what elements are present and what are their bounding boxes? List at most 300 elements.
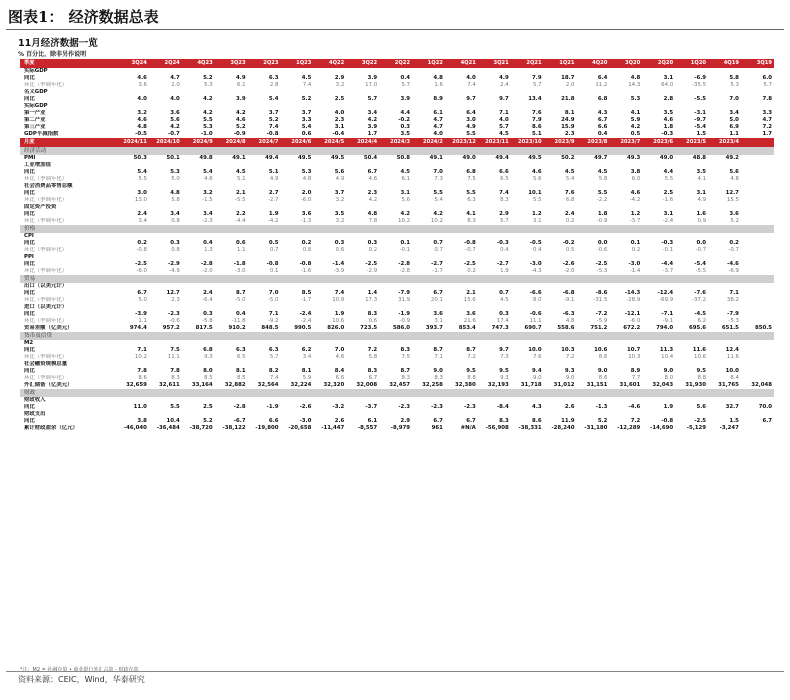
table-cell: 3.4 xyxy=(203,211,213,217)
table-cell: -2.4 xyxy=(299,311,312,317)
table-cell xyxy=(182,340,215,347)
table-cell: -3.7 xyxy=(365,404,378,410)
table-cell: -0.5 xyxy=(135,131,147,137)
table-cell: 5.1 xyxy=(237,176,246,182)
table-cell: 4.2 xyxy=(367,117,378,123)
row-label: 第三产业 xyxy=(24,124,46,130)
table-cell: 1.2 xyxy=(630,211,641,217)
table-cell: 0.1 xyxy=(630,240,641,246)
table-cell: 4.6 xyxy=(335,354,345,360)
table-cell: -2.0 xyxy=(563,268,575,274)
table-cell: 3.9 xyxy=(236,96,246,102)
table-cell: 5.7 xyxy=(500,218,509,224)
table-cell: 3.1 xyxy=(434,318,443,324)
table-cell: 5.8 xyxy=(368,354,378,360)
section-row xyxy=(20,275,774,283)
table-cell: 8.2 xyxy=(268,368,279,374)
table-cell: -35.5 xyxy=(692,82,707,88)
group-label: 实际GDP xyxy=(24,68,48,74)
table-cell: 70.0 xyxy=(758,404,772,410)
table-cell: 3.7 xyxy=(268,110,279,116)
table-cell: 3.3 xyxy=(762,110,772,116)
table-cell: -2.5 xyxy=(595,261,608,267)
data-row xyxy=(20,176,774,183)
table-cell: -2.3 xyxy=(202,218,213,224)
table-cell: 7.5 xyxy=(467,176,476,182)
header-cell: 1Q22 xyxy=(412,59,445,68)
table-cell xyxy=(741,261,774,268)
table-cell: 5.3 xyxy=(301,169,312,175)
table-cell xyxy=(741,425,774,432)
table-cell: 15.5 xyxy=(726,197,739,203)
table-cell: -5.0 xyxy=(235,297,246,303)
table-cell: 3.1 xyxy=(696,190,707,196)
table-cell: -1.8 xyxy=(233,261,246,267)
table-cell: 3.2 xyxy=(203,190,213,196)
table-cell: 32,659 xyxy=(126,382,147,388)
table-cell: 5.5 xyxy=(170,404,180,410)
table-cell xyxy=(741,247,774,254)
table-cell: 3.4 xyxy=(367,110,378,116)
table-cell: 1.2 xyxy=(532,211,542,217)
header-row xyxy=(20,138,774,147)
table-cell: 4.2 xyxy=(400,211,411,217)
table-cell: 4.7 xyxy=(433,124,443,130)
group-label: 社会消费品零售总额 xyxy=(24,183,73,189)
table-cell: -2.8 xyxy=(233,404,246,410)
table-cell: -2.5 xyxy=(464,261,476,267)
table-cell xyxy=(576,254,609,261)
row-label: 环比（季调年化） xyxy=(24,247,68,253)
table-cell: 8.5 xyxy=(301,290,312,296)
table-cell: 4.6 xyxy=(204,176,213,182)
table-cell: 5.8 xyxy=(171,197,180,203)
table-cell: 8.3 xyxy=(500,197,509,203)
table-cell: -31.5 xyxy=(593,297,608,303)
table-cell: -3.9 xyxy=(333,268,345,274)
table-cell: 3.2 xyxy=(335,82,345,88)
table-cell: 3.6 xyxy=(170,110,180,116)
table-cell: 31,601 xyxy=(619,382,641,388)
table-cell xyxy=(215,254,248,261)
table-cell: -2.5 xyxy=(135,261,147,267)
section-label: 财政 xyxy=(20,389,774,397)
table-cell: 910.2 xyxy=(228,325,246,331)
table-cell: -5.3 xyxy=(728,318,739,324)
table-cell: 4.5 xyxy=(301,75,312,81)
data-row xyxy=(20,318,774,325)
table-cell: 10.1 xyxy=(528,190,542,196)
table-cell: 6.7 xyxy=(367,169,378,175)
table-cell: 48.8 xyxy=(692,155,707,161)
table-cell: 6.2 xyxy=(697,318,707,324)
table-cell: 10.2 xyxy=(430,218,443,224)
table-cell: -6.3 xyxy=(562,311,575,317)
table-cell: 49.4 xyxy=(495,155,509,161)
table-cell: 0.3 xyxy=(334,240,345,246)
table-cell xyxy=(346,233,379,240)
table-cell: 794.0 xyxy=(656,325,674,331)
table-cell xyxy=(741,211,774,218)
table-cell: 8.0 xyxy=(203,368,213,374)
table-cell: -3.9 xyxy=(135,311,147,317)
header-cell: 2023/5 xyxy=(675,138,708,147)
header-cell: 3Q23 xyxy=(215,59,248,68)
table-cell: 3.9 xyxy=(367,124,378,130)
table-cell: 8.7 xyxy=(433,347,443,353)
table-cell: -5.0 xyxy=(267,297,279,303)
table-cell: -4.9 xyxy=(169,268,180,274)
table-cell xyxy=(642,340,675,347)
table-cell: 4.9 xyxy=(466,124,476,130)
table-cell: 8.7 xyxy=(236,290,246,296)
table-cell: 0.4 xyxy=(236,311,246,317)
table-cell: 1.8 xyxy=(597,211,608,217)
table-cell: 3.8 xyxy=(630,169,641,175)
data-row xyxy=(20,117,774,124)
table-cell: -0.8 xyxy=(136,247,147,253)
table-cell: 4.5 xyxy=(400,169,411,175)
group-row xyxy=(20,204,774,211)
row-label: 环比（季调年化） xyxy=(24,176,68,182)
table-cell: 7.3 xyxy=(434,176,443,182)
table-cell: 7.2 xyxy=(467,354,476,360)
table-cell: 2.5 xyxy=(663,190,674,196)
table-cell: 4.3 xyxy=(532,404,542,410)
table-cell: -2.8 xyxy=(200,261,213,267)
table-cell: -2.8 xyxy=(399,268,411,274)
table-cell: -0.3 xyxy=(661,131,674,137)
table-cell: -2.9 xyxy=(168,261,180,267)
table-cell: 2.5 xyxy=(334,96,345,102)
table-cell: 9.3 xyxy=(500,375,509,381)
table-cell: -2.6 xyxy=(562,261,575,267)
table-cell: 2.3 xyxy=(171,297,180,303)
table-cell: 50.2 xyxy=(561,155,575,161)
table-cell: -4.6 xyxy=(727,261,739,267)
table-cell: 7.8 xyxy=(170,368,180,374)
table-cell: 7.0 xyxy=(433,169,443,175)
source-note: 资料来源：CEIC，Wind，华泰研究 xyxy=(18,675,145,684)
table-cell: 826.0 xyxy=(327,325,345,331)
table-cell: 6.7 xyxy=(433,418,443,424)
table-cell: 10.6 xyxy=(332,318,345,324)
table-cell: 5.3 xyxy=(630,96,641,102)
table-cell: 11.3 xyxy=(659,347,674,353)
table-cell: 6.3 xyxy=(268,347,279,353)
table-cell: -38,122 xyxy=(222,425,246,431)
table-cell: 5.7 xyxy=(401,82,411,88)
table-cell: 49.0 xyxy=(659,155,674,161)
table-cell: 32,224 xyxy=(290,382,312,388)
table-cell: 6.5 xyxy=(500,176,509,182)
table-cell: -2.3 xyxy=(398,404,411,410)
table-cell: -0.7 xyxy=(465,247,476,253)
table-cell: 7.1 xyxy=(434,354,443,360)
group-row xyxy=(20,397,774,404)
table-cell: 8.1 xyxy=(301,368,312,374)
table-cell xyxy=(741,318,774,325)
data-row xyxy=(20,354,774,361)
table-cell: 0.4 xyxy=(597,131,608,137)
header-cell: 2023/8 xyxy=(576,138,609,147)
table-cell: 32,193 xyxy=(487,382,509,388)
table-cell: 8.7 xyxy=(400,368,411,374)
table-cell: 651.5 xyxy=(721,325,739,331)
table-cell: 9.0 xyxy=(597,368,608,374)
table-cell: 5.4 xyxy=(301,124,312,130)
header-cell: 2024/7 xyxy=(248,138,281,147)
table-cell: 0.7 xyxy=(433,240,443,246)
group-row xyxy=(20,183,774,190)
data-row xyxy=(20,131,774,138)
table-cell: 49.5 xyxy=(528,155,542,161)
table-cell: 5.0 xyxy=(171,176,180,182)
table-cell: 5.4 xyxy=(203,169,213,175)
table-cell: -6.4 xyxy=(202,297,213,303)
group-label: 进口（以美元计） xyxy=(24,304,68,310)
table-cell: 4.8 xyxy=(730,176,739,182)
table-cell: -1.6 xyxy=(662,197,674,203)
table-cell: 4.5 xyxy=(597,169,608,175)
table-cell xyxy=(478,340,511,347)
table-cell: 2.3 xyxy=(367,190,378,196)
row-label: 同比 xyxy=(24,96,35,102)
table-cell: 6.6 xyxy=(268,418,279,424)
table-cell: 5.7 xyxy=(367,96,378,102)
table-cell: 6.4 xyxy=(597,75,608,81)
table-cell: 6.6 xyxy=(335,375,345,381)
row-label: 同比 xyxy=(24,347,35,353)
table-cell: -5.5 xyxy=(695,268,707,274)
table-cell: 7.9 xyxy=(532,75,542,81)
table-cell: 1.5 xyxy=(696,131,707,137)
table-cell xyxy=(544,233,577,240)
table-cell: -8.6 xyxy=(595,290,608,296)
table-cell: 5.7 xyxy=(499,124,509,130)
header-cell: 3Q22 xyxy=(346,59,379,68)
table-cell: 8.6 xyxy=(598,354,608,360)
table-cell: -3.7 xyxy=(662,268,674,274)
table-cell: -9.7 xyxy=(694,117,707,123)
table-cell: 7.0 xyxy=(729,96,739,102)
table-cell: 6.8 xyxy=(203,347,213,353)
data-row xyxy=(20,218,774,225)
table-cell: 2.0 xyxy=(171,82,180,88)
table-cell: 2.7 xyxy=(268,190,279,196)
table-cell: 957.2 xyxy=(162,325,180,331)
table-cell: 0.2 xyxy=(467,268,476,274)
table-cell: -2.9 xyxy=(366,268,378,274)
table-cell xyxy=(741,268,774,275)
table-cell: 7.1 xyxy=(137,347,147,353)
table-cell: 1.7 xyxy=(762,131,772,137)
table-cell: 0.7 xyxy=(499,290,509,296)
table-cell xyxy=(741,218,774,225)
header-cell: 2024/4 xyxy=(346,138,379,147)
table-cell: 21.8 xyxy=(561,96,575,102)
table-cell: -0.9 xyxy=(399,318,411,324)
table-cell: 8.3 xyxy=(499,418,509,424)
table-cell: 5.9 xyxy=(630,117,641,123)
table-cell: 2.1 xyxy=(466,290,476,296)
table-cell: 6.3 xyxy=(236,347,246,353)
table-cell: 3.2 xyxy=(335,218,345,224)
table-cell: 49.8 xyxy=(199,155,213,161)
table-cell: -4.5 xyxy=(694,311,707,317)
table-cell: 4.6 xyxy=(137,117,147,123)
table-cell: 2.4 xyxy=(564,211,575,217)
table-cell: 11.1 xyxy=(167,354,180,360)
table-cell: 0.3 xyxy=(499,311,509,317)
table-cell: -3,247 xyxy=(719,425,739,431)
data-row xyxy=(20,190,774,197)
data-row xyxy=(20,96,774,103)
table-cell: -0.7 xyxy=(168,131,180,137)
table-cell: 4.1 xyxy=(697,176,707,182)
table-cell: 8.9 xyxy=(630,368,641,374)
table-cell: 8.7 xyxy=(466,347,476,353)
table-cell: 8.8 xyxy=(697,375,707,381)
table-cell xyxy=(741,233,774,240)
table-cell: 64.0 xyxy=(661,82,674,88)
table-cell: 3.6 xyxy=(301,211,312,217)
table-cell: 0.5 xyxy=(268,240,279,246)
table-cell xyxy=(708,340,741,347)
data-row xyxy=(20,124,774,131)
data-row xyxy=(20,368,774,375)
table-cell: 10.6 xyxy=(594,347,608,353)
table-cell: 8.3 xyxy=(400,347,411,353)
header-cell: 3Q19 xyxy=(741,59,774,68)
table-cell: -69.9 xyxy=(659,297,674,303)
table-cell: 2.8 xyxy=(663,96,674,102)
table-cell xyxy=(215,233,248,240)
table-cell: 6.1 xyxy=(401,176,411,182)
table-cell: 32,008 xyxy=(356,382,378,388)
table-cell: 0.2 xyxy=(137,240,147,246)
table-cell: 0.3 xyxy=(367,240,378,246)
table-cell xyxy=(313,340,346,347)
table-cell: 2.4 xyxy=(137,211,147,217)
table-cell: -12.1 xyxy=(624,311,641,317)
table-cell: -5.4 xyxy=(694,261,707,267)
table-cell: 5.2 xyxy=(236,124,246,130)
table-cell xyxy=(149,254,182,261)
table-cell: 7.6 xyxy=(564,190,575,196)
table-cell: 9.0 xyxy=(533,375,542,381)
row-label: 环比（季调年化） xyxy=(24,375,68,381)
table-cell: 50.3 xyxy=(133,155,147,161)
table-cell: 7.4 xyxy=(268,124,279,130)
table-cell: 9.7 xyxy=(499,347,509,353)
table-cell: 3.7 xyxy=(334,190,345,196)
data-row xyxy=(20,404,774,411)
table-cell: 6.1 xyxy=(367,418,378,424)
table-cell: -12,289 xyxy=(617,425,641,431)
table-cell: -0.8 xyxy=(266,261,279,267)
table-cell: 10.4 xyxy=(661,354,674,360)
row-label: 同比 xyxy=(24,404,35,410)
table-cell: -2.5 xyxy=(694,418,707,424)
table-cell: 6.4 xyxy=(466,110,476,116)
table-cell: 7.5 xyxy=(170,347,180,353)
table-cell: 3.2 xyxy=(137,110,147,116)
table-cell: 5.5 xyxy=(433,190,443,196)
table-cell: 0.6 xyxy=(301,131,312,137)
table-cell: 49.5 xyxy=(330,155,345,161)
table-cell: 10.3 xyxy=(628,354,641,360)
table-cell: 5.8 xyxy=(729,75,739,81)
table-cell: 7.4 xyxy=(467,82,476,88)
table-cell: 20.1 xyxy=(430,297,443,303)
table-cell: 2.5 xyxy=(203,404,213,410)
group-label: 出口（以美元计） xyxy=(24,283,68,289)
table-cell: 4.8 xyxy=(137,124,147,130)
table-cell: 7.7 xyxy=(631,375,641,381)
table-cell: 6.6 xyxy=(597,124,608,130)
data-row xyxy=(20,382,774,389)
table-cell: 11.0 xyxy=(133,404,147,410)
header-cell: 2023/11 xyxy=(478,138,511,147)
table-cell: 6.8 xyxy=(565,197,575,203)
table-cell: 4.4 xyxy=(663,169,674,175)
table-cell: 0.6 xyxy=(236,240,246,246)
table-cell: 8.6 xyxy=(598,375,608,381)
table-cell: 31,718 xyxy=(520,382,542,388)
table-cell: -0.3 xyxy=(496,240,509,246)
table-cell: 4.8 xyxy=(565,318,575,324)
table-cell: 3.4 xyxy=(138,218,147,224)
table-cell: 1.6 xyxy=(696,211,707,217)
table-cell: 4.5 xyxy=(564,169,575,175)
header-cell xyxy=(741,138,774,147)
table-cell: 4.9 xyxy=(499,75,509,81)
table-cell: 0.5 xyxy=(565,247,575,253)
table-cell: -38,331 xyxy=(518,425,542,431)
row-label: 同比 xyxy=(24,290,35,296)
table-cell xyxy=(280,340,313,347)
table-cell: 50.4 xyxy=(363,155,378,161)
table-cell: 7.4 xyxy=(334,290,345,296)
table-cell: 10.0 xyxy=(725,368,739,374)
header-cell: 2Q22 xyxy=(379,59,412,68)
table-cell: 5.4 xyxy=(434,197,443,203)
table-cell: 0.2 xyxy=(301,240,312,246)
group-row xyxy=(20,89,774,96)
table-cell: -3.0 xyxy=(529,261,542,267)
table-cell xyxy=(379,340,412,347)
table-cell: -56,908 xyxy=(485,425,509,431)
header-cell: 2024/3 xyxy=(379,138,412,147)
header-cell: 2024/9 xyxy=(182,138,215,147)
table-cell: 5.7 xyxy=(533,82,542,88)
table-cell xyxy=(346,340,379,347)
table-cell: 6.5 xyxy=(237,354,246,360)
table-cell xyxy=(116,233,149,240)
table-subtitle: 11月经济数据一览 xyxy=(18,38,98,49)
table-cell: 14.3 xyxy=(628,82,641,88)
table-cell: 6.1 xyxy=(433,110,443,116)
group-label: 固定资产投资 xyxy=(24,204,57,210)
group-row xyxy=(20,411,774,418)
group-row xyxy=(20,103,774,110)
table-cell xyxy=(609,254,642,261)
table-cell: 8.6 xyxy=(532,124,542,130)
table-cell: -3.0 xyxy=(628,261,641,267)
table-cell: 4.9 xyxy=(269,176,279,182)
row-label: 同比 xyxy=(24,211,35,217)
